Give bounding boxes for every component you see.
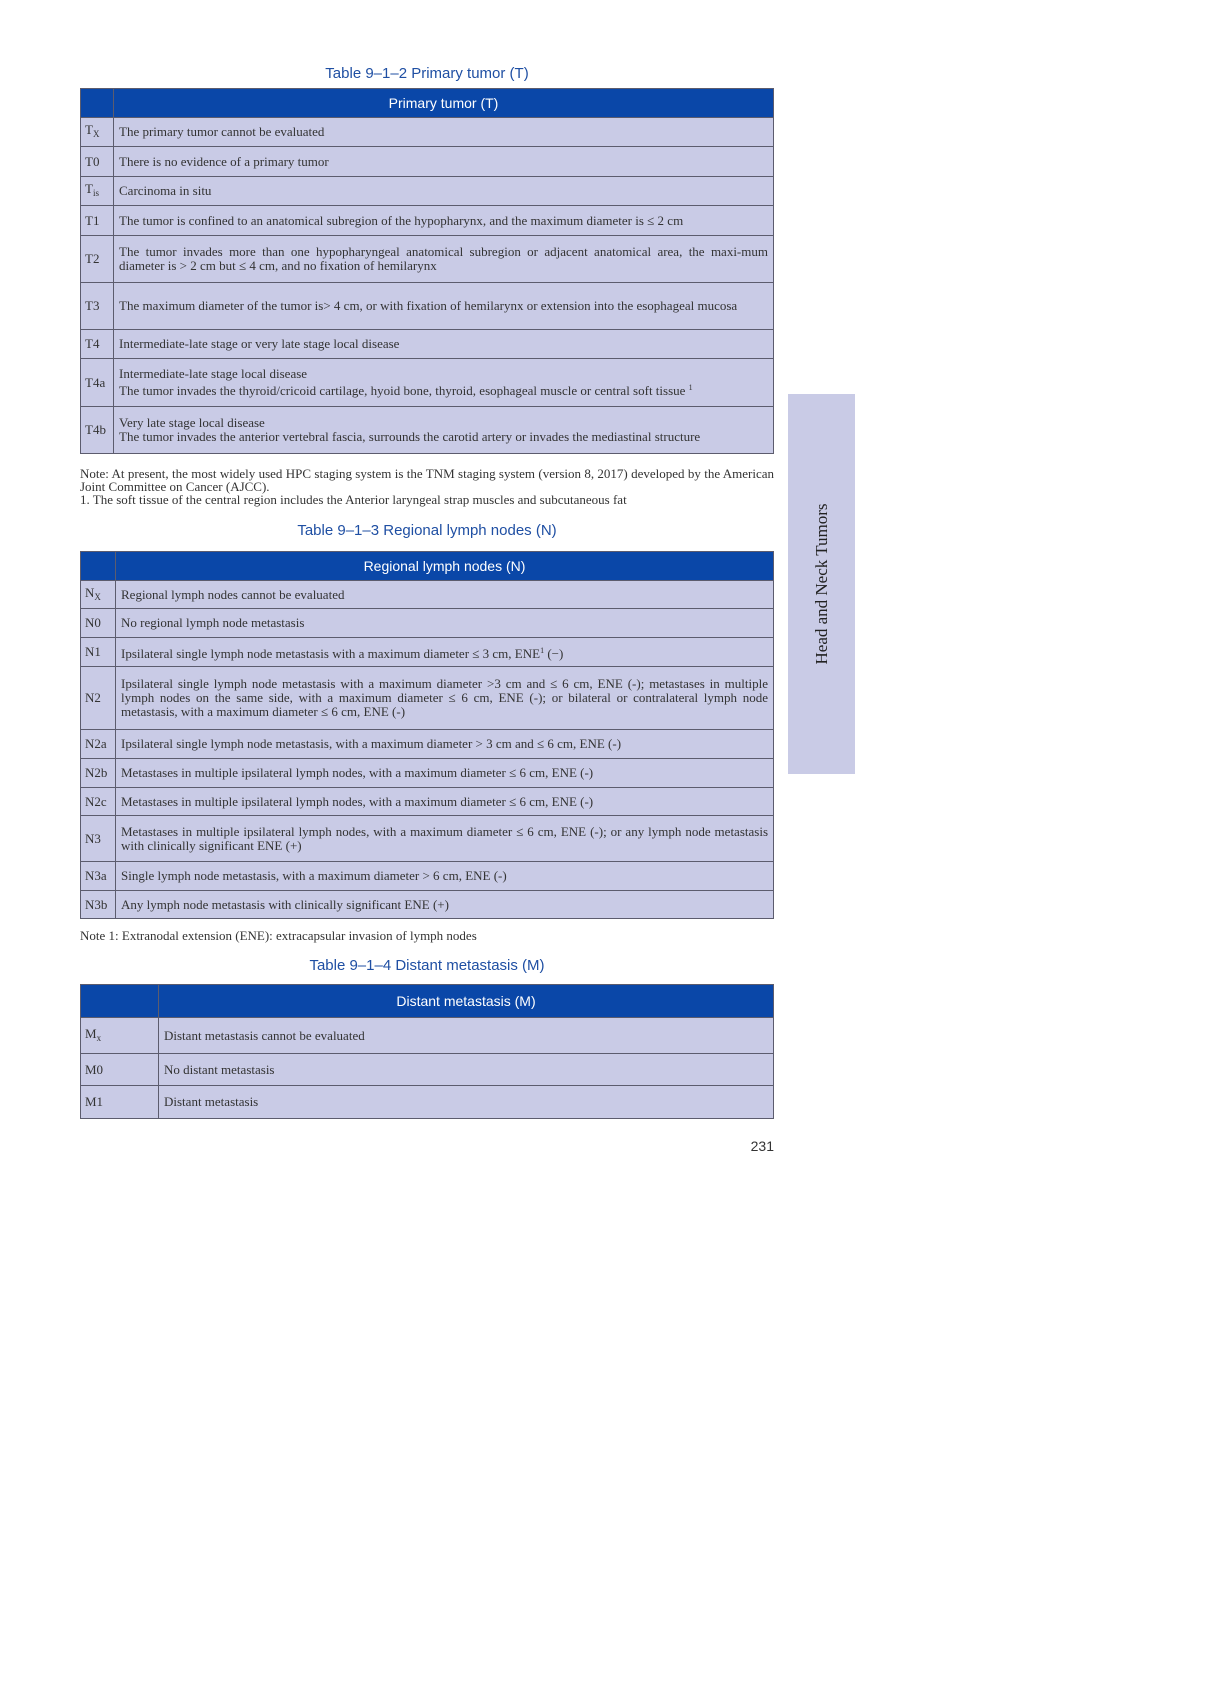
stage-code: N3a xyxy=(81,862,116,891)
stage-code: M0 xyxy=(81,1054,159,1086)
table-row xyxy=(81,891,774,919)
table-row xyxy=(81,283,774,330)
stage-description: No regional lymph node metastasis xyxy=(116,609,774,638)
table-row xyxy=(81,1054,774,1086)
table-m-header: Distant metastasis (M) xyxy=(159,985,774,1018)
stage-description: Any lymph node metastasis with clinically significant ENE (+) xyxy=(116,891,774,919)
stage-code: T4a xyxy=(81,359,114,407)
stage-code: N2c xyxy=(81,788,116,816)
stage-code: N0 xyxy=(81,609,116,638)
stage-description: The primary tumor cannot be evaluated xyxy=(114,118,774,147)
table-row xyxy=(81,581,774,609)
stage-code: T3 xyxy=(81,283,114,330)
table-row xyxy=(81,862,774,891)
table-row xyxy=(81,359,774,407)
stage-code: T0 xyxy=(81,147,114,177)
table-n-header: Regional lymph nodes (N) xyxy=(116,552,774,581)
table-row xyxy=(81,759,774,788)
table-row xyxy=(81,1018,774,1054)
table-row xyxy=(81,730,774,759)
stage-code: $T_X$ xyxy=(81,118,114,147)
stage-description: Metastases in multiple ipsilateral lymph nodes, with a maximum diameter ≤ 6 cm, ENE (-) xyxy=(116,788,774,816)
stage-description: No distant metastasis xyxy=(159,1054,774,1086)
table-row xyxy=(81,177,774,206)
table-n-note: Note 1: Extranodal extension (ENE): extracapsular invasion of lymph nodes xyxy=(80,928,477,943)
stage-code: T2 xyxy=(81,236,114,283)
stage-description: Ipsilateral single lymph node metastasis with a maximum diameter ≤ 3 cm, ENE$^1$ (−) xyxy=(116,638,774,667)
stage-code: T4 xyxy=(81,330,114,359)
stage-code: N2b xyxy=(81,759,116,788)
stage-code: N2a xyxy=(81,730,116,759)
table-header-row xyxy=(81,89,774,118)
stage-description: Very late stage local disease The tumor invades the anterior vertebral fascia, surrounds the carotid artery or invades the mediastinal structure xyxy=(114,407,774,454)
table-t-header: Primary tumor (T) xyxy=(114,89,774,118)
table-row xyxy=(81,118,774,147)
header-code-cell xyxy=(81,89,114,118)
stage-description: Ipsilateral single lymph node metastasis, with a maximum diameter > 3 cm and ≤ 6 cm, ENE (-) xyxy=(116,730,774,759)
table-row xyxy=(81,147,774,177)
table-t-note: Note: At present, the most widely used HPC staging system is the TNM staging system (version 8, 2017) developed by the American Joint Committee on Cancer (AJCC). 1. The soft tissue of the central region includes the Anterior laryngeal strap muscles and subcutaneous fat xyxy=(80,466,774,507)
table-row xyxy=(81,236,774,283)
table-row xyxy=(81,788,774,816)
table-header-row xyxy=(81,552,774,581)
stage-code: N2 xyxy=(81,667,116,730)
distant-metastasis-table xyxy=(80,984,774,1119)
chapter-side-tab-label: Head and Neck Tumors xyxy=(811,503,831,665)
stage-description: Distant metastasis cannot be evaluated xyxy=(159,1018,774,1054)
table-row xyxy=(81,1086,774,1119)
regional-lymph-nodes-table xyxy=(80,551,774,919)
stage-description: Single lymph node metastasis, with a maximum diameter > 6 cm, ENE (-) xyxy=(116,862,774,891)
stage-code: $T_{is}$ xyxy=(81,177,114,206)
page-number: 231 xyxy=(750,1138,774,1154)
stage-description: Distant metastasis xyxy=(159,1086,774,1119)
stage-description: Intermediate-late stage or very late stage local disease xyxy=(114,330,774,359)
stage-description: Regional lymph nodes cannot be evaluated xyxy=(116,581,774,609)
stage-code: $N_X$ xyxy=(81,581,116,609)
stage-description: The tumor invades more than one hypopharyngeal anatomical subregion or adjacent anatomical area, the maxi-mum diameter is > 2 cm but ≤ 4 cm, and no fixation of hemilarynx xyxy=(114,236,774,283)
table-row xyxy=(81,330,774,359)
stage-description: The tumor is confined to an anatomical subregion of the hypopharynx, and the maximum diameter is ≤ 2 cm xyxy=(114,206,774,236)
stage-description: There is no evidence of a primary tumor xyxy=(114,147,774,177)
table-row xyxy=(81,609,774,638)
table-row xyxy=(81,816,774,862)
stage-description: Carcinoma in situ xyxy=(114,177,774,206)
table-row xyxy=(81,638,774,667)
stage-code: N1 xyxy=(81,638,116,667)
stage-description: Metastases in multiple ipsilateral lymph nodes, with a maximum diameter ≤ 6 cm, ENE (-) xyxy=(116,759,774,788)
stage-description: The maximum diameter of the tumor is> 4 cm, or with fixation of hemilarynx or extension into the esophageal mucosa xyxy=(114,283,774,330)
stage-code: T4b xyxy=(81,407,114,454)
table-row xyxy=(81,667,774,730)
stage-description: Metastases in multiple ipsilateral lymph nodes, with a maximum diameter ≤ 6 cm, ENE (-); or any lymph node metastasis with clinically significant ENE (+) xyxy=(116,816,774,862)
stage-code: N3b xyxy=(81,891,116,919)
table-t-caption: Table 9–1–2 Primary tumor (T) xyxy=(325,65,529,82)
stage-code: N3 xyxy=(81,816,116,862)
header-code-cell xyxy=(81,985,159,1018)
table-m-caption: Table 9–1–4 Distant metastasis (M) xyxy=(309,957,545,974)
primary-tumor-table xyxy=(80,88,774,454)
header-code-cell xyxy=(81,552,116,581)
table-row xyxy=(81,407,774,454)
stage-code: $M_x$ xyxy=(81,1018,159,1054)
table-t-footnote: 1. The soft tissue of the central region includes the Anterior laryngeal strap muscles and subcutaneous fat xyxy=(80,492,627,507)
stage-code: T1 xyxy=(81,206,114,236)
table-n-caption: Table 9–1–3 Regional lymph nodes (N) xyxy=(297,522,557,539)
table-row xyxy=(81,206,774,236)
table-header-row xyxy=(81,985,774,1018)
stage-description: Ipsilateral single lymph node metastasis with a maximum diameter >3 cm and ≤ 6 cm, ENE (-); metastases in multiple lymph nodes on the same side, with a maximum diameter ≤ 6 cm, ENE (-); or bilateral or contralateral lymph node metastasis, with a maximum diameter ≤ 6 cm, ENE (-) xyxy=(116,667,774,730)
stage-code: M1 xyxy=(81,1086,159,1119)
stage-description: Intermediate-late stage local disease The tumor invades the thyroid/cricoid cartilage, hyoid bone, thyroid, esophageal muscle or central soft tissue $^1$ xyxy=(114,359,774,407)
chapter-side-tab xyxy=(788,394,855,774)
